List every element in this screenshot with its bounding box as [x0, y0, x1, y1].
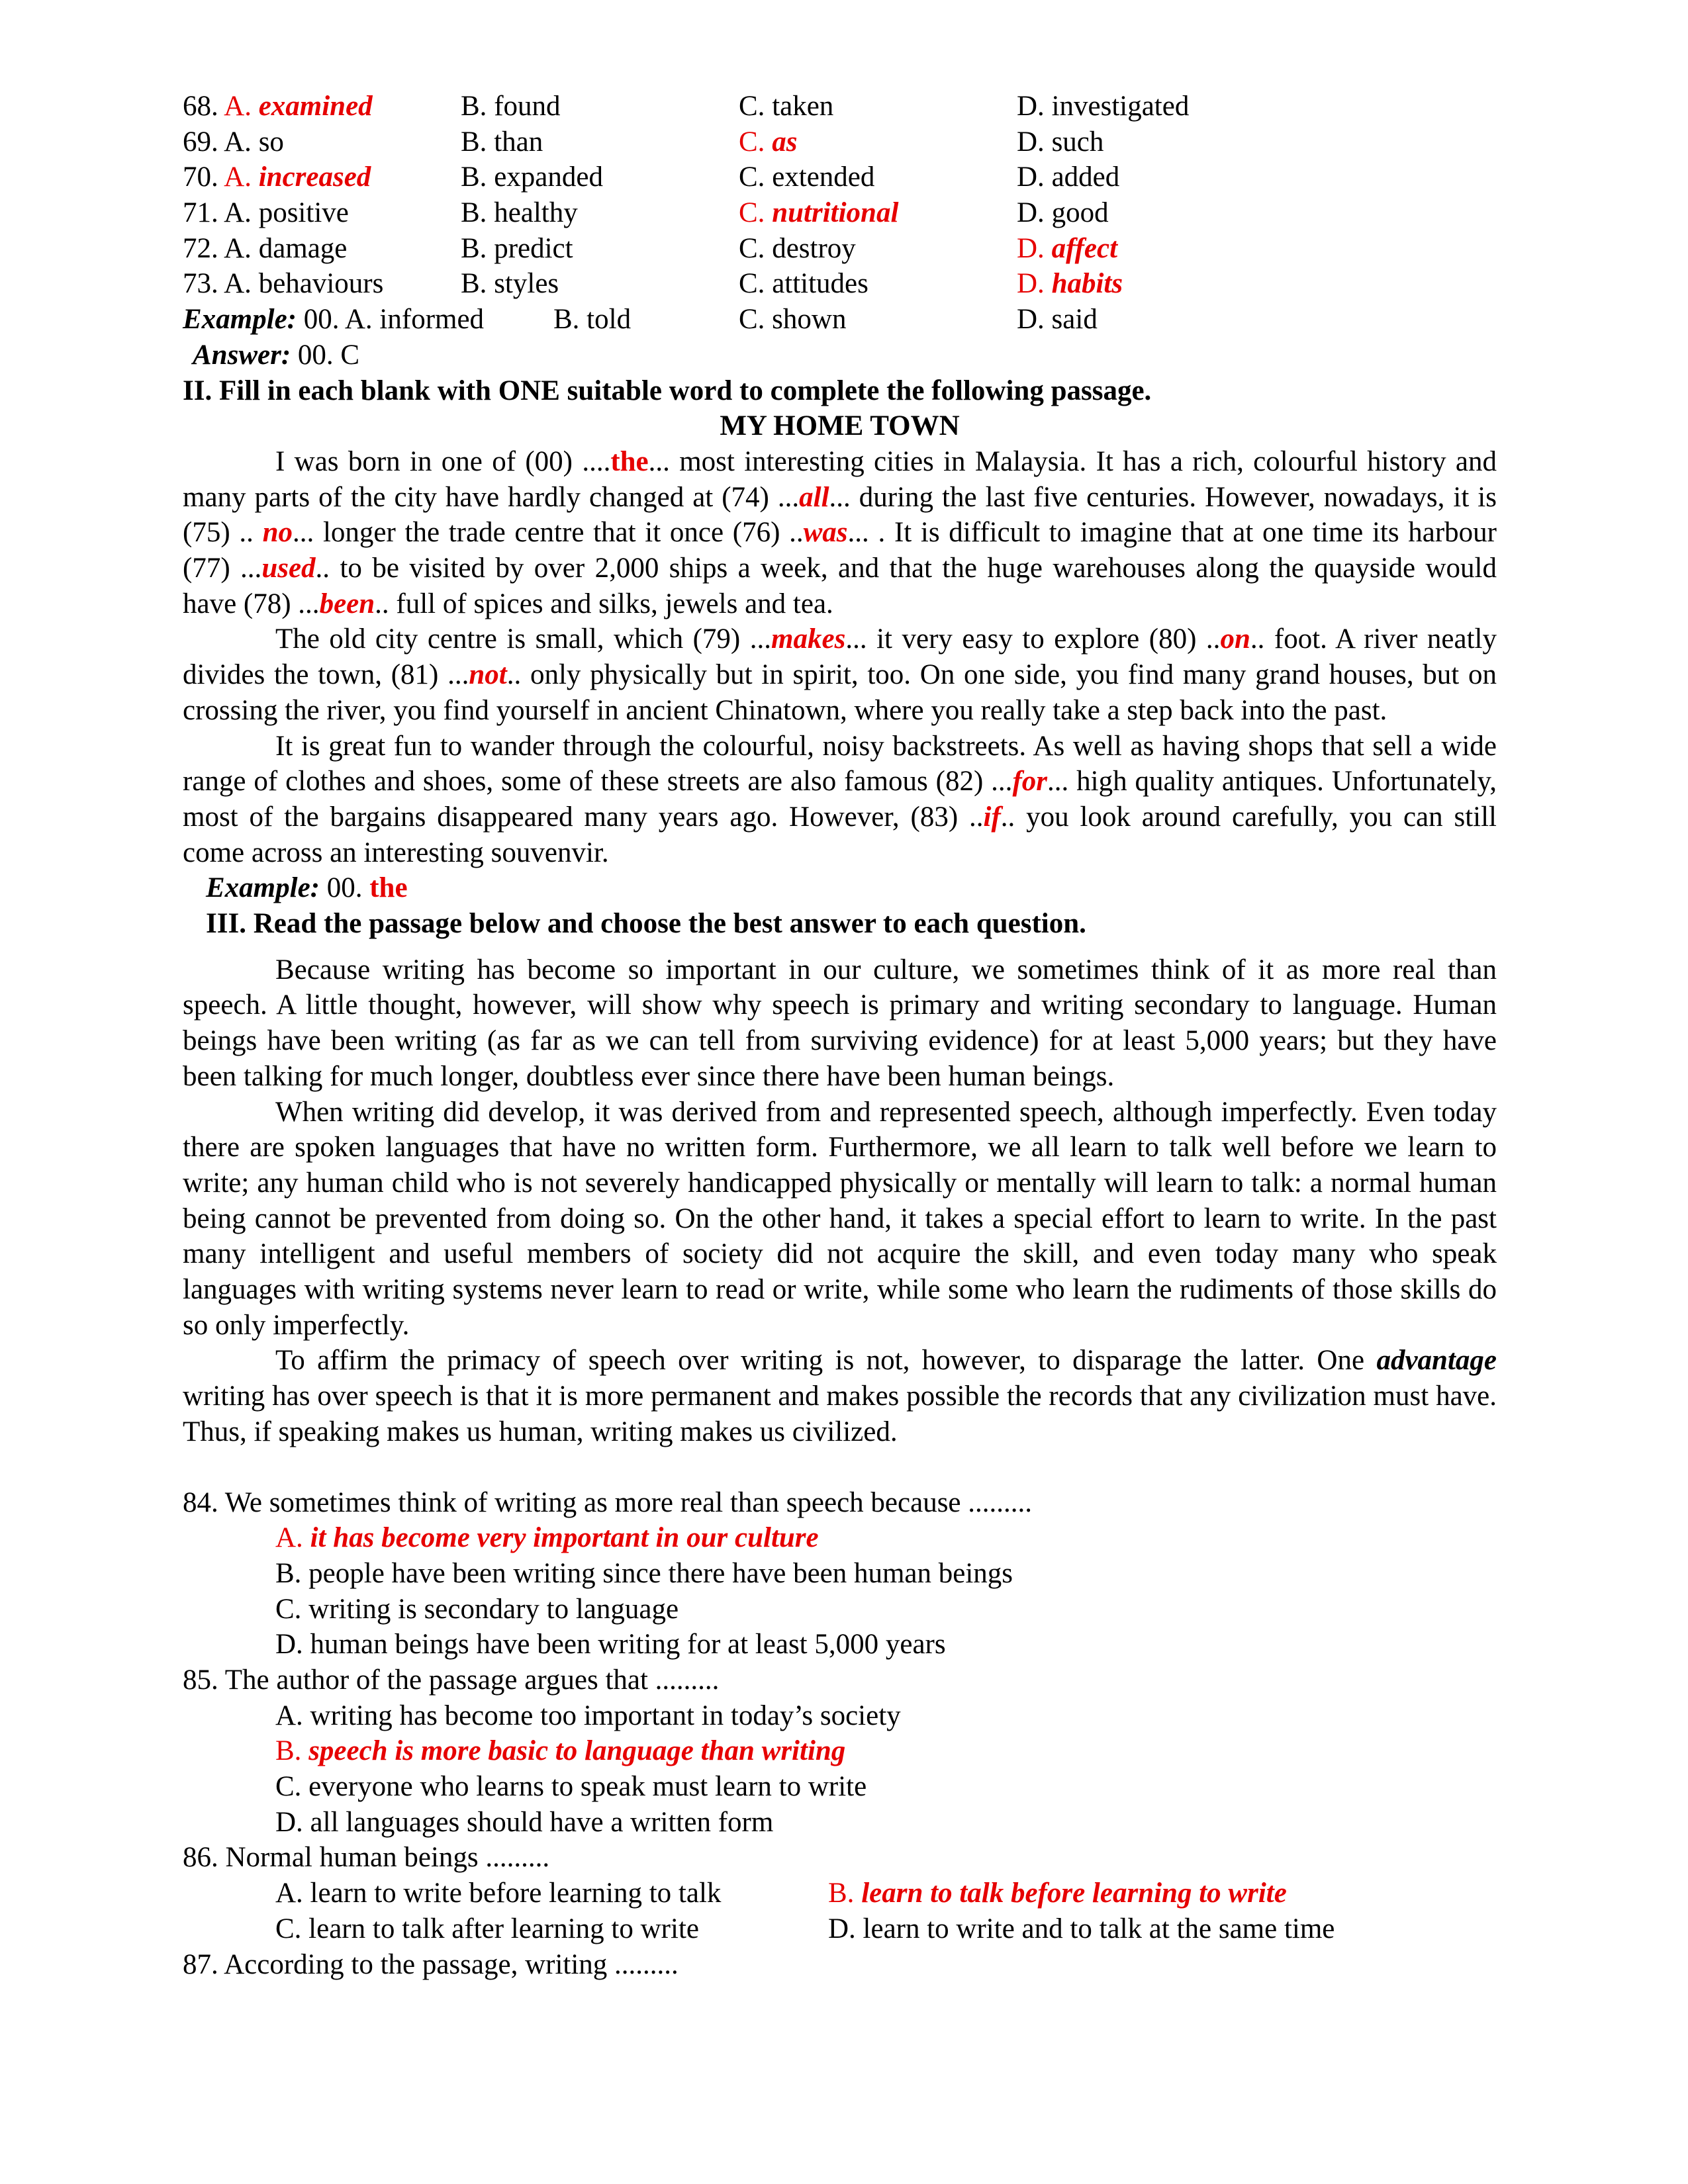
answer-option: examined — [258, 91, 373, 122]
question-85: 85. The author of the passage argues that ......... — [183, 1664, 720, 1696]
blank-answer: was — [803, 517, 848, 549]
question-72: 72. A. damage B. predict C. destroy D. affect — [183, 232, 1118, 264]
blank-answer: makes — [771, 623, 846, 655]
option-86-c: C. learn to talk after learning to write — [275, 1913, 699, 1944]
reading-paragraph-2: When writing did develop, it was derived from and represented speech, although imperfectly. Even today there are spoken languages that have no written form. Furthermore, we all learn to talk well before we learn to write; any human child who is not severely handicapped physically or mentally will learn to talk: a normal human being cannot be prevented from doing so. On the other hand, it takes a special effort to learn to write. In the past many intelligent and useful members of society did not acquire the skill, and even today many who speak languages with writing systems never learn to read or write, while some who learn the rudiments of those skills do so only imperfectly. — [183, 1096, 1497, 1341]
blank-answer: all — [799, 481, 829, 513]
passage-paragraph-3: It is great fun to wander through the colourful, noisy backstreets. As well as having shops that sell a wide range of clothes and shoes, some of these streets are also famous (82) ...for... high quality antiques. Unfortunately, most of the bargains disappeared many years ago. However, (83) ..if.. you look around carefully, you can still come across an interesting souvenvir. — [183, 730, 1497, 868]
answer-option: as — [772, 126, 798, 158]
option-86-b: B. learn to talk before learning to write — [828, 1878, 1287, 1909]
passage-paragraph-1: I was born in one of (00) ....the... most interesting cities in Malaysia. It has a rich, colourful history and many parts of the city have hardly changed at (74) ...all... during the last five centuries. However, nowadays, it is (75) .. no... longer the trade centre that it once (76) ..was... . It is difficult to imagine that at one time its harbour (77) ...used.. to be visited by over 2,000 ships a week, and that the huge warehouses along the quayside would have (78) ...been.. full of spices and silks, jewels and tea. — [183, 445, 1497, 619]
option-84-c: C. writing is secondary to language — [275, 1593, 679, 1625]
option-84-b: B. people have been writing since there have been human beings — [275, 1557, 1013, 1589]
blank-answer: for — [1012, 766, 1047, 797]
section-2-example: Example: 00. the — [206, 872, 408, 904]
passage-paragraph-2: The old city centre is small, which (79) ...makes... it very easy to explore (80) ..on.. foot. A river neatly divides the town, (81) ...not.. only physically but in spirit, too. On one side, you find many grand houses, but on crossing the river, you find yourself in ancient Chinatown, where you really take a step back into the past. — [183, 623, 1497, 726]
answer-option: habits — [1051, 268, 1123, 300]
options-86-cd — [183, 1911, 1507, 1947]
reading-paragraph-1: Because writing has become so important in our culture, we sometimes think of it as more real than speech. A little thought, however, will show why speech is primary and writing secondary to language. Human beings have been writing (as far as we can tell from surviving evidence) for at least 5,000 years; but they have been talking for much longer, doubtless ever since there have been human beings. — [183, 954, 1497, 1092]
example-row: Example: 00. A. informed B. told C. shown D. said — [183, 304, 1098, 336]
answer-option: nutritional — [772, 197, 899, 229]
question-84: 84. We sometimes think of writing as more real than speech because ......... — [183, 1486, 1033, 1518]
question-87: 87. According to the passage, writing ......... — [183, 1948, 679, 1980]
question-70: 70. A. increased B. expanded C. extended D. added — [183, 161, 1120, 193]
blank-answer: no — [262, 517, 293, 549]
options-86-ab — [183, 1876, 1507, 1911]
blank-answer: the — [610, 445, 649, 477]
question-71: 71. A. positive B. healthy C. nutritional D. good — [183, 197, 1109, 229]
blank-answer: used — [261, 553, 316, 584]
section-3-heading: III. Read the passage below and choose the best answer to each question. — [206, 908, 1086, 940]
blank-answer: not — [469, 659, 507, 691]
option-85-c: C. everyone who learns to speak must learn to write — [275, 1771, 867, 1803]
question-86: 86. Normal human beings ......... — [183, 1842, 550, 1874]
worksheet-content — [183, 89, 1507, 1982]
option-84-d: D. human beings have been writing for at least 5,000 years — [275, 1629, 946, 1661]
answer-row: Answer: 00. C — [193, 339, 360, 371]
mcq-block — [183, 89, 1507, 373]
answer-option: increased — [258, 161, 371, 193]
option-85-b: B. speech is more basic to language than writing — [275, 1735, 846, 1767]
section-2-heading: II. Fill in each blank with ONE suitable word to complete the following passage. — [183, 375, 1152, 406]
option-85-d: D. all languages should have a written form — [275, 1806, 774, 1838]
question-68: 68. A. examined B. found C. taken D. investigated — [183, 91, 1190, 122]
reading-paragraph-3: To affirm the primacy of speech over writing is not, however, to disparage the latter. One advantage writing has over speech is that it is more permanent and makes possible the records that any civilization must have. Thus, if speaking makes us human, writing makes us civilized. — [183, 1345, 1497, 1447]
blank-answer: on — [1220, 623, 1250, 655]
passage-title: MY HOME TOWN — [720, 410, 960, 442]
option-86-a: A. learn to write before learning to talk — [275, 1878, 722, 1909]
question-73: 73. A. behaviours B. styles C. attitudes D. habits — [183, 268, 1123, 300]
option-85-a: A. writing has become too important in today’s society — [275, 1700, 901, 1731]
option-86-d: D. learn to write and to talk at the same time — [828, 1913, 1335, 1944]
answer-option: affect — [1051, 232, 1118, 264]
question-69: 69. A. so B. than C. as D. such — [183, 126, 1104, 158]
option-84-a: A. it has become very important in our culture — [275, 1522, 819, 1554]
blank-answer: been — [319, 588, 375, 619]
blank-answer: if — [983, 801, 1001, 833]
